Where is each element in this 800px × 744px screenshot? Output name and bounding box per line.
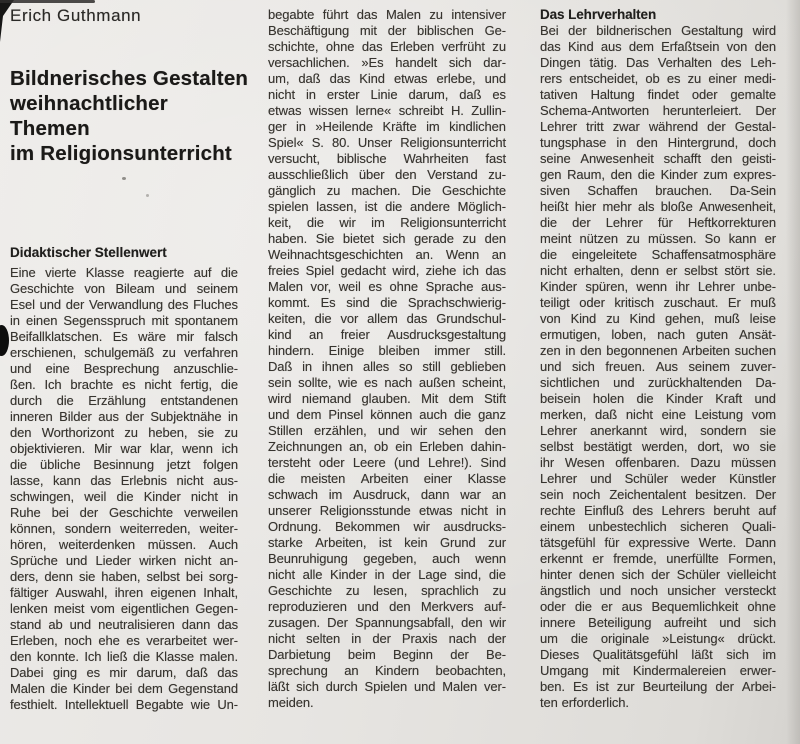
text-line: tungsphase in den Hintergrund, doch: [540, 135, 776, 150]
text-line: kommt. Es sind die Sprachschwierig-: [268, 295, 506, 310]
text-line: schichte, ohne das Erleben verfrüht zu: [268, 39, 506, 54]
text-line: lasse, kann das Erlebnis nicht aus-: [10, 473, 238, 488]
scan-edge-streak: [0, 0, 95, 3]
text-line: durch die Erzählung entstandenen: [10, 393, 238, 408]
text-line: Ordnung. Bekommen wir ausdrucks-: [268, 519, 506, 534]
text-line: hinter denen sich der Schüler vielleicht: [540, 567, 776, 582]
text-line: erkennt er fremde, unerfüllte Formen,: [540, 551, 776, 566]
text-line: nicht alle Kinder in der Lage sind, die: [268, 567, 506, 582]
text-line: Umgang mit Kindermalereien erwer-: [540, 663, 776, 678]
text-line: Eine vierte Klasse reagierte auf die: [10, 265, 238, 280]
text-line: gänglich zu machen. Die Geschichte: [268, 183, 506, 198]
text-line: den Worthorizont zu heben, sie zu: [10, 425, 238, 440]
text-line: rechte Einfluß des Lehrers beruht auf: [540, 503, 776, 518]
text-line: um die originale »Leistung« drückt.: [540, 631, 776, 646]
text-line: festhielt. Intellektuell Begabte wie Un-: [10, 697, 238, 712]
text-line: Lehrer und Schüler weder Künstler: [540, 471, 776, 486]
text-line: die übliche Besinnung jetzt folgen: [10, 457, 238, 472]
text-line: zusagen. Der Spannungsabfall, den wir: [268, 615, 506, 630]
text-line: haben. Sie bietet sich gerade zu den: [268, 231, 506, 246]
text-line: meiden.: [268, 695, 314, 710]
text-line: Esel und der Verwandlung des Fluches: [10, 297, 238, 312]
text-line: unserer Religionsstunde etwas nicht in: [268, 503, 506, 518]
author-name: Erich Guthmann: [10, 6, 142, 25]
text-line: meint nützen zu müssen. So kann er: [540, 231, 776, 246]
text-line: Kinder spüren, wenn ihr Lehrer unbe-: [540, 279, 776, 294]
text-line: Beunruhigung gegeben, auch wenn: [268, 551, 506, 566]
text-line: schwingen, weil die Kinder nicht in: [10, 489, 238, 504]
text-line: selbst bestätigt werden, dort, wo sie: [540, 439, 776, 454]
text-line: starke Arbeiten, ist kein Grund zur: [268, 535, 506, 550]
text-line: Geschichte von Bileam und seinem: [10, 281, 238, 296]
text-line: keit, die wir im Religionsunterricht: [268, 215, 506, 230]
text-line: innere Beteiligung aufreiht und sich: [540, 615, 776, 630]
text-line: tativen Haltung findet oder gemalte: [540, 87, 776, 102]
text-line: keiten, die vor allem das Grundschul-: [268, 311, 506, 326]
text-line: die eingeleitete Schaffensatmosphäre: [540, 247, 776, 262]
text-line: reproduzieren und den Merkvers auf-: [268, 599, 506, 614]
text-line: tersteht oder Leere (und Lehre!). Sind: [268, 455, 506, 470]
text-line: Malen die Kinder bei dem Gegenstand: [10, 681, 238, 696]
text-line: hören, weiterdenken müssen. Auch: [10, 537, 238, 552]
text-line: die meisten Arbeiten einer Klasse: [268, 471, 506, 486]
text-line: gen Raum, den die Kinder zum expres-: [540, 167, 776, 182]
text-line: ängstlich und noch unsicher versteckt: [540, 583, 776, 598]
article-title-line: Bildnerisches Gestalten: [10, 67, 249, 90]
text-line: ihr Wesen offenbaren. Dazu müssen: [540, 455, 776, 470]
text-line: fältiger Auswahl, ihren eigenen Inhalt,: [10, 585, 238, 600]
text-line: einem unbestechlich sicheren Quali-: [540, 519, 776, 534]
text-line: um, daß das Kind etwas erlebe, und: [268, 71, 506, 86]
text-line: und sich freuen. Aus seinem zuver-: [540, 359, 776, 374]
text-line: ders, denn sie haben, selbst bei sorg-: [10, 569, 238, 584]
text-line: objektivieren. Mir war klar, wenn ich: [10, 441, 238, 456]
scan-blob-artifact: [0, 325, 9, 356]
text-line: Sprüche und Lieder wirken nicht an-: [10, 553, 238, 568]
text-line: schwach im Ausdruck, dann war an: [268, 487, 506, 502]
text-line: die der Lehrer für Heftkorrekturen: [540, 215, 776, 230]
text-line: kind an freier Ausdrucksgestaltung: [268, 327, 506, 342]
text-line: lenken meist vom eigentlichen Gegen-: [10, 601, 238, 616]
text-line: rers entscheidet, ob es zu einer medi-: [540, 71, 776, 86]
text-line: heißt hier mehr als bloße Anwesenheit,: [540, 199, 776, 214]
text-line: begabte führt das Malen zu intensiver: [268, 7, 506, 22]
text-line: zen in den begonnenen Arbeiten suchen: [540, 343, 776, 358]
text-line: Zeichnungen an, ob ein Erleben dahin-: [268, 439, 506, 454]
text-line: Schema-Antworten herunterleiert. Der: [540, 103, 776, 118]
text-line: Stillen erzählen, und wir sehen den: [268, 423, 506, 438]
text-line: von Kind zu Kind gehen, muß leise: [540, 311, 776, 326]
text-line: Dieses Qualitätsgefühl läßt sich im: [540, 647, 776, 662]
text-column-1: [10, 265, 238, 713]
article-title-line: weihnachtlicher Themen: [10, 92, 168, 140]
text-line: ermutigen, loben, nach guten Ansät-: [540, 327, 776, 342]
text-line: seine Anwesenheit schafft den geisti-: [540, 151, 776, 166]
text-line: Beschäftigung mit der biblischen Ge-: [268, 23, 506, 38]
text-column-3: [540, 7, 776, 711]
text-line: ßen. Ich brachte es nicht fertig, die: [10, 377, 238, 392]
text-line: Daß in ihnen alles so still geblieben: [268, 359, 506, 374]
text-line: Erleben, noch ehe es verarbeitet wer-: [10, 633, 238, 648]
text-line: siven Schaffen brauchen. Da-Sein: [540, 183, 776, 198]
text-line: ausschließlich über den Verstand zu-: [268, 167, 506, 182]
text-line: ten erforderlich.: [540, 695, 629, 710]
text-column-2: [268, 7, 506, 711]
scan-shadow: [786, 0, 800, 744]
text-line: Dingen tätig. Das Verhalten des Leh-: [540, 55, 776, 70]
text-line: können, sondern weiterreden, weiter-: [10, 521, 238, 536]
text-line: beisein holen die Kinder Kraft und: [540, 391, 776, 406]
text-line: Lehrer anerkannt wird, sondern sie: [540, 423, 776, 438]
text-line: wird niemand glauben. Mit dem Stift: [268, 391, 506, 406]
text-line: Malen vor, weil es ohne Sprache aus-: [268, 279, 506, 294]
text-line: spielen lassen, ist die andere Möglich-: [268, 199, 506, 214]
text-line: Bei der bildnerischen Gestaltung wird: [540, 23, 776, 38]
article-title-line: im Religionsunterricht: [10, 142, 232, 165]
section-heading: Das Lehrverhalten: [540, 7, 657, 22]
text-line: sprechung an Kindern beobachten,: [268, 663, 506, 678]
text-line: nicht erhalten, denn er selbst stört sie.: [540, 263, 776, 278]
paper-speck: [122, 177, 126, 180]
text-line: Ruhe bei der Geschichte verweilen: [10, 505, 238, 520]
article-title: [10, 66, 250, 166]
text-line: oder die er aus Bequemlichkeit ohne: [540, 599, 776, 614]
text-line: Geschichte zu lesen, sprachlich zu: [268, 583, 506, 598]
text-line: und dem Pinsel können auch die ganz: [268, 407, 506, 422]
text-line: freies Spiel gedacht wird, ziehe ich das: [268, 263, 506, 278]
text-line: Spiel« S. 80. Unser Religionsunterricht: [268, 135, 506, 150]
text-line: den konnte. Ich ließ die Klasse malen.: [10, 649, 238, 664]
text-line: ger in »Heilende Kräfte im kindlichen: [268, 119, 506, 134]
text-line: sein noch Zeichentalent besitzen. Der: [540, 487, 776, 502]
text-line: erschienen, schulgemäß zu verfahren: [10, 345, 238, 360]
text-line: in einen Segensspruch mit spontanem: [10, 313, 238, 328]
text-line: merken, daß nicht eine Leistung vom: [540, 407, 776, 422]
text-line: stand ab und neutralisieren dann das: [10, 617, 238, 632]
text-line: und eine Besprechung anzuschlie-: [10, 361, 238, 376]
paper-speck: [146, 194, 149, 197]
text-line: Weihnachtsgeschichten an. Wenn an: [268, 247, 506, 262]
text-line: nicht selten in der Praxis nach der: [268, 631, 506, 646]
text-line: läßt sich durch Spielen und Malen ver-: [268, 679, 506, 694]
text-line: hindern. Einige bleiben immer still.: [268, 343, 506, 358]
text-line: versucht, biblische Wahrheiten fast: [268, 151, 506, 166]
text-line: nicht in erster Linie darum, daß es: [268, 87, 506, 102]
text-line: das Kind aus dem Erfaßtsein von den: [540, 39, 776, 54]
text-line: Dabei ging es mir darum, daß das: [10, 665, 238, 680]
text-line: versachlichen. »Es handelt sich dar-: [268, 55, 506, 70]
text-line: ben. Es ist zur Beurteilung der Arbei-: [540, 679, 776, 694]
section-heading-didaktischer-stellenwert: Didaktischer Stellenwert: [10, 245, 167, 260]
text-line: tätsgefühl für expressive Werte. Dann: [540, 535, 776, 550]
text-line: inneren Bilder aus der Subjektnähe in: [10, 409, 238, 424]
text-line: Beifallklatschen. Es wäre mir falsch: [10, 329, 238, 344]
text-line: sichtlichen und zurückhaltenden Da-: [540, 375, 776, 390]
text-line: sein sollte, wie es nach außen scheint,: [268, 375, 506, 390]
text-line: etwas wissen lerne« schreibt H. Zullin-: [268, 103, 506, 118]
text-line: Lehrer tritt zwar während der Gestal-: [540, 119, 776, 134]
text-line: teiligt oder kritisch zuschaut. Er muß: [540, 295, 776, 310]
text-line: Darbietung beim Beginn der Be-: [268, 647, 506, 662]
